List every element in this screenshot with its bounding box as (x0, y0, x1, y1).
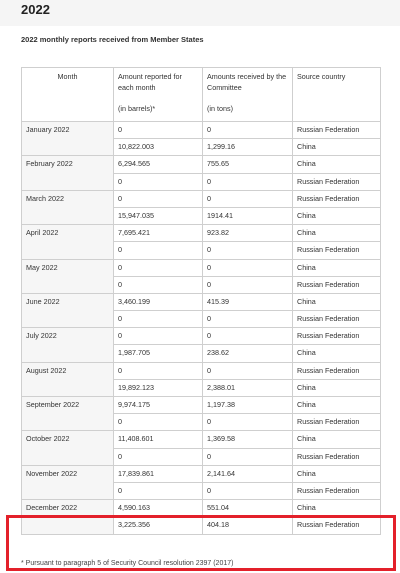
table-row (22, 122, 381, 139)
country-cell: Russian Federation (293, 482, 381, 499)
barrels-cell: 1,987.705 (114, 345, 203, 362)
table-header-row (22, 68, 381, 122)
country-cell: China (293, 345, 381, 362)
barrels-cell: 0 (114, 311, 203, 328)
footnote: * Pursuant to paragraph 5 of Security Council resolution 2397 (2017) (21, 560, 234, 567)
tons-cell: 1914.41 (203, 207, 293, 224)
tons-cell: 551.04 (203, 500, 293, 517)
tons-cell: 0 (203, 482, 293, 499)
month-cell: February 2022 (22, 156, 114, 190)
tons-cell: 0 (203, 276, 293, 293)
table-row (22, 156, 381, 173)
page-header-bar (0, 0, 400, 26)
barrels-cell: 9,974.175 (114, 397, 203, 414)
tons-cell: 0 (203, 311, 293, 328)
tons-cell: 415.39 (203, 293, 293, 310)
tons-cell: 238.62 (203, 345, 293, 362)
country-cell: Russian Federation (293, 242, 381, 259)
barrels-cell: 3,225.356 (114, 517, 203, 534)
country-cell: China (293, 500, 381, 517)
country-cell: China (293, 259, 381, 276)
barrels-cell: 19,892.123 (114, 379, 203, 396)
country-cell: China (293, 397, 381, 414)
table-row (22, 328, 381, 345)
tons-cell: 0 (203, 414, 293, 431)
barrels-cell: 0 (114, 190, 203, 207)
country-cell: China (293, 139, 381, 156)
country-cell: Russian Federation (293, 448, 381, 465)
december-highlight-box (6, 515, 396, 571)
country-cell: China (293, 207, 381, 224)
country-cell: Russian Federation (293, 173, 381, 190)
barrels-cell: 0 (114, 482, 203, 499)
barrels-cell: 15,947.035 (114, 207, 203, 224)
tons-cell: 0 (203, 448, 293, 465)
table-row (22, 397, 381, 414)
table-row (22, 465, 381, 482)
country-cell: Russian Federation (293, 122, 381, 139)
month-cell: June 2022 (22, 293, 114, 327)
tons-cell: 0 (203, 259, 293, 276)
month-cell: November 2022 (22, 465, 114, 499)
barrels-cell: 3,460.199 (114, 293, 203, 310)
tons-cell: 923.82 (203, 225, 293, 242)
tons-cell: 755.65 (203, 156, 293, 173)
month-cell: April 2022 (22, 225, 114, 259)
tons-cell: 0 (203, 362, 293, 379)
tons-cell: 0 (203, 242, 293, 259)
tons-cell: 0 (203, 122, 293, 139)
tons-cell: 2,141.64 (203, 465, 293, 482)
country-cell: China (293, 225, 381, 242)
country-cell: Russian Federation (293, 276, 381, 293)
barrels-cell: 0 (114, 328, 203, 345)
table-row (22, 362, 381, 379)
country-cell: China (293, 293, 381, 310)
month-cell: May 2022 (22, 259, 114, 293)
month-cell: January 2022 (22, 122, 114, 156)
country-cell: China (293, 156, 381, 173)
country-cell: China (293, 379, 381, 396)
barrels-cell: 11,408.601 (114, 431, 203, 448)
country-cell: China (293, 465, 381, 482)
barrels-cell: 0 (114, 276, 203, 293)
table-row (22, 259, 381, 276)
table-row (22, 293, 381, 310)
monthly-reports-table (21, 67, 381, 535)
header-month: Month (22, 68, 114, 122)
tons-cell: 2,388.01 (203, 379, 293, 396)
page-title: 2022 (21, 2, 50, 17)
barrels-cell: 7,695.421 (114, 225, 203, 242)
country-cell: Russian Federation (293, 517, 381, 534)
barrels-cell: 0 (114, 448, 203, 465)
country-cell: Russian Federation (293, 311, 381, 328)
tons-cell: 0 (203, 190, 293, 207)
month-cell: September 2022 (22, 397, 114, 431)
barrels-cell: 10,822.003 (114, 139, 203, 156)
tons-cell: 1,299.16 (203, 139, 293, 156)
barrels-cell: 0 (114, 362, 203, 379)
header-source-country: Source country (293, 68, 381, 122)
country-cell: China (293, 431, 381, 448)
country-cell: Russian Federation (293, 362, 381, 379)
table-row (22, 190, 381, 207)
month-cell: August 2022 (22, 362, 114, 396)
country-cell: Russian Federation (293, 190, 381, 207)
barrels-cell: 0 (114, 259, 203, 276)
tons-cell: 404.18 (203, 517, 293, 534)
barrels-cell: 0 (114, 122, 203, 139)
month-cell: July 2022 (22, 328, 114, 362)
header-amount-reported: Amount reported for each month (in barrels)* (114, 68, 203, 122)
tons-cell: 1,197.38 (203, 397, 293, 414)
barrels-cell: 0 (114, 173, 203, 190)
table-row (22, 431, 381, 448)
barrels-cell: 0 (114, 242, 203, 259)
barrels-cell: 17,839.861 (114, 465, 203, 482)
month-cell: October 2022 (22, 431, 114, 465)
month-cell: March 2022 (22, 190, 114, 224)
country-cell: Russian Federation (293, 414, 381, 431)
barrels-cell: 6,294.565 (114, 156, 203, 173)
table-row (22, 225, 381, 242)
header-amount-received: Amounts received by the Committee (in tons) (203, 68, 293, 122)
barrels-cell: 4,590.163 (114, 500, 203, 517)
month-cell: December 2022 (22, 500, 114, 534)
tons-cell: 1,369.58 (203, 431, 293, 448)
tons-cell: 0 (203, 173, 293, 190)
tons-cell: 0 (203, 328, 293, 345)
table-caption: 2022 monthly reports received from Member States (21, 35, 204, 44)
country-cell: Russian Federation (293, 328, 381, 345)
barrels-cell: 0 (114, 414, 203, 431)
